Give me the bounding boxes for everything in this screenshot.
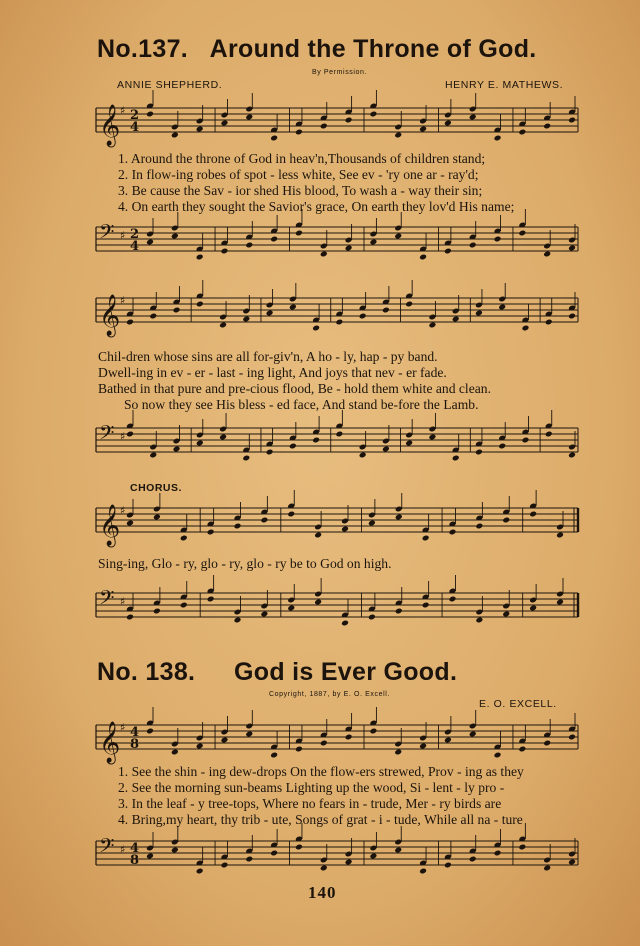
note-head [368, 520, 376, 527]
note-head [543, 123, 551, 130]
note-head [469, 114, 477, 121]
note-head [345, 245, 353, 252]
note-head [266, 310, 274, 317]
note-head [146, 853, 154, 860]
note-head [494, 850, 502, 857]
hymn-138-lyrics [118, 764, 524, 828]
hymn-138-composer: E. O. EXCELL. [479, 698, 557, 710]
note-head [359, 452, 367, 459]
note-head [394, 847, 402, 854]
note-head [545, 431, 553, 438]
sharp-icon: ♯ [120, 504, 126, 517]
note-head [266, 449, 274, 456]
sharp-icon: ♯ [120, 721, 126, 734]
note-head [529, 605, 537, 612]
sharp-icon: ♯ [120, 229, 126, 242]
note-head [568, 734, 576, 741]
note-head [234, 617, 242, 624]
note-head [126, 614, 134, 621]
note-head [529, 511, 537, 518]
note-head [149, 452, 157, 459]
hymn-138-bass-staff [0, 833, 640, 873]
note-head [260, 517, 268, 524]
note-head [494, 135, 502, 142]
note-head [452, 316, 460, 323]
note-head [173, 446, 181, 453]
note-head [287, 605, 295, 612]
note-head [405, 440, 413, 447]
note-head [153, 514, 161, 521]
system-2-lyrics [98, 349, 491, 413]
note-head [518, 844, 526, 851]
note-head [369, 239, 377, 246]
note-head [395, 514, 403, 521]
hymn-137-title-line [97, 35, 537, 64]
note-head [422, 602, 430, 609]
note-head [196, 126, 204, 133]
note-head [242, 316, 250, 323]
note-head [146, 111, 154, 118]
note-head [196, 868, 204, 875]
hymn-138-title: God is Ever Good. [234, 658, 458, 686]
note-head [126, 319, 134, 326]
note-head [518, 230, 526, 237]
hymn-137-title: Around the Throne of God. [209, 35, 537, 63]
treble-clef-icon: 𝄞 [99, 505, 121, 546]
note-head [341, 620, 349, 627]
note-head [368, 614, 376, 621]
note-head [207, 596, 215, 603]
note-head [320, 123, 328, 130]
note-head [312, 437, 320, 444]
note-head [245, 856, 253, 863]
note-head [556, 599, 564, 606]
hymn-137-lyricist: ANNIE SHEPHERD. [117, 79, 223, 91]
system-2-treble-staff [0, 290, 640, 340]
note-head [522, 437, 530, 444]
bass-clef-icon: 𝄢 [99, 220, 115, 248]
note-head [543, 251, 551, 258]
note-head [245, 731, 253, 738]
note-head [289, 304, 297, 311]
note-head [369, 853, 377, 860]
note-head [171, 749, 179, 756]
verse-line: Bathed in that pure and pre-cious flood, Be - hold them white and clean. [98, 381, 491, 396]
page-number: 140 [308, 883, 337, 902]
note-head [295, 844, 303, 851]
verse-line: 2. In flow-ing robes of spot - less white, See ev - 'ry one ar - ray'd; [118, 167, 479, 182]
note-head [419, 126, 427, 133]
note-head [289, 443, 297, 450]
time-signature-bottom: 4 [130, 120, 140, 135]
treble-clef-icon: 𝄞 [99, 295, 121, 336]
note-head [341, 526, 349, 533]
note-head [287, 511, 295, 518]
note-head [234, 523, 242, 530]
note-head [171, 847, 179, 854]
time-signature-bottom: 8 [130, 737, 140, 752]
system-3-treble-staff [0, 500, 640, 550]
note-head [295, 746, 303, 753]
note-head [428, 434, 436, 441]
note-head [242, 455, 250, 462]
note-head [335, 431, 343, 438]
note-head [314, 532, 322, 539]
note-head [196, 743, 204, 750]
note-head [207, 529, 215, 536]
note-head [320, 740, 328, 747]
note-head [345, 117, 353, 124]
sharp-icon: ♯ [120, 595, 126, 608]
note-head [149, 313, 157, 320]
note-head [449, 596, 457, 603]
note-head [270, 135, 278, 142]
note-head [369, 728, 377, 735]
note-head [245, 242, 253, 249]
note-head [405, 301, 413, 308]
note-head [444, 737, 452, 744]
hymn-138-treble-staff [0, 717, 640, 767]
note-head [320, 251, 328, 258]
note-head [469, 856, 477, 863]
note-head [543, 865, 551, 872]
note-head [171, 233, 179, 240]
note-head [312, 325, 320, 332]
note-head [146, 728, 154, 735]
note-head [518, 746, 526, 753]
note-head [221, 862, 229, 869]
note-head [545, 319, 553, 326]
note-head [295, 129, 303, 136]
note-head [270, 850, 278, 857]
time-signature-top: 4 [130, 725, 140, 740]
system-3-bass-staff [0, 585, 640, 635]
treble-clef-icon: 𝄞 [99, 105, 121, 146]
system-2-bass-staff [0, 420, 640, 470]
verse-line: 3. Be cause the Sav - ior shed His blood, To wash a - way their sin; [118, 183, 483, 198]
verse-line: Chil-dren whose sins are all for-giv'n, A ho - ly, hap - py band. [98, 349, 438, 364]
note-head [260, 611, 268, 618]
note-head [146, 239, 154, 246]
note-head [568, 245, 576, 252]
note-head [394, 749, 402, 756]
chorus-label: CHORUS. [130, 482, 182, 494]
note-head [153, 608, 161, 615]
note-head [568, 117, 576, 124]
note-head [494, 752, 502, 759]
hymn-137-composer: HENRY E. MATHEWS. [445, 79, 564, 91]
hymn-137-permission: By Permission. [312, 69, 368, 76]
note-head [475, 523, 483, 530]
note-head [419, 743, 427, 750]
time-signature-top: 2 [130, 227, 140, 242]
note-head [382, 307, 390, 314]
time-signature-top: 4 [130, 841, 140, 856]
note-head [196, 254, 204, 261]
note-head [345, 734, 353, 741]
hymn-137-number: No.137. [97, 35, 189, 63]
note-head [419, 868, 427, 875]
note-head [221, 737, 229, 744]
note-head [219, 434, 227, 441]
note-head [543, 740, 551, 747]
verse-line: 4. On earth they sought the Savior's grace, On earth they lov'd His name; [118, 199, 515, 214]
note-head [475, 310, 483, 317]
note-head [314, 599, 322, 606]
note-head [171, 132, 179, 139]
treble-clef-icon: 𝄞 [99, 722, 121, 763]
note-head [345, 859, 353, 866]
note-head [444, 248, 452, 255]
note-head [469, 731, 477, 738]
verse-line: 1. Around the throne of God in heav'n,Thousands of children stand; [118, 151, 486, 166]
note-head [219, 322, 227, 329]
system-1-lyrics [118, 151, 514, 215]
note-head [395, 608, 403, 615]
note-head [422, 535, 430, 542]
note-head [173, 307, 181, 314]
note-head [180, 535, 188, 542]
note-head [428, 322, 436, 329]
note-head [444, 862, 452, 869]
note-head [475, 449, 483, 456]
time-signature-bottom: 8 [130, 853, 140, 868]
note-head [518, 129, 526, 136]
note-head [196, 301, 204, 308]
note-head [419, 254, 427, 261]
note-head [449, 529, 457, 536]
note-head [469, 242, 477, 249]
verse-line: 2. See the morning sun-beams Lighting up the wood, Si - lent - ly pro - [118, 780, 505, 795]
note-head [126, 431, 134, 438]
bass-clef-icon: 𝄢 [99, 586, 115, 614]
verse-line: So now they see His bless - ed face, And stand be-fore the Lamb. [124, 397, 479, 412]
system-1-treble-staff [0, 100, 640, 150]
bass-clef-icon: 𝄢 [99, 834, 115, 862]
note-head [335, 319, 343, 326]
note-head [394, 132, 402, 139]
note-head [245, 114, 253, 121]
note-head [369, 111, 377, 118]
sharp-icon: ♯ [120, 104, 126, 117]
note-head [295, 230, 303, 237]
note-head [270, 236, 278, 243]
verse-line: 3. In the leaf - y tree-tops, Where no fears in - trude, Mer - ry birds are [118, 796, 502, 811]
time-signature-top: 2 [130, 108, 140, 123]
note-head [452, 455, 460, 462]
hymn-138-number: No. 138. [97, 658, 196, 686]
note-head [502, 517, 510, 524]
note-head [568, 452, 576, 459]
system-1-bass-staff [0, 219, 640, 269]
note-head [498, 443, 506, 450]
sharp-icon: ♯ [120, 843, 126, 856]
note-head [568, 859, 576, 866]
sharp-icon: ♯ [120, 430, 126, 443]
note-head [498, 304, 506, 311]
note-head [221, 248, 229, 255]
verse-line: 1. See the shin - ing dew-drops On the flow-ers strewed, Prov - ing as they [118, 764, 524, 779]
note-head [494, 236, 502, 243]
note-head [180, 602, 188, 609]
note-head [444, 120, 452, 127]
note-head [382, 446, 390, 453]
bass-clef-icon: 𝄢 [99, 421, 115, 449]
verse-line: Dwell-ing in ev - er - last - ing light, And joys that nev - er fade. [98, 365, 447, 380]
note-head [320, 865, 328, 872]
chorus-lyrics: Sing-ing, Glo - ry, glo - ry, glo - ry be to God on high. [98, 556, 392, 571]
note-head [196, 440, 204, 447]
note-head [359, 313, 367, 320]
time-signature-bottom: 4 [130, 239, 140, 254]
note-head [126, 520, 134, 527]
verse-line: 4. Bring,my heart, thy trib - ute, Songs of grat - i - tude, While all na - ture [118, 812, 523, 827]
note-head [568, 313, 576, 320]
note-head [270, 752, 278, 759]
note-head [221, 120, 229, 127]
note-head [556, 532, 564, 539]
note-head [502, 611, 510, 618]
hymn-138-copyright: Copyright, 1887, by E. O. Excell. [269, 691, 390, 698]
sharp-icon: ♯ [120, 294, 126, 307]
note-head [394, 233, 402, 240]
note-head [522, 325, 530, 332]
note-head [475, 617, 483, 624]
